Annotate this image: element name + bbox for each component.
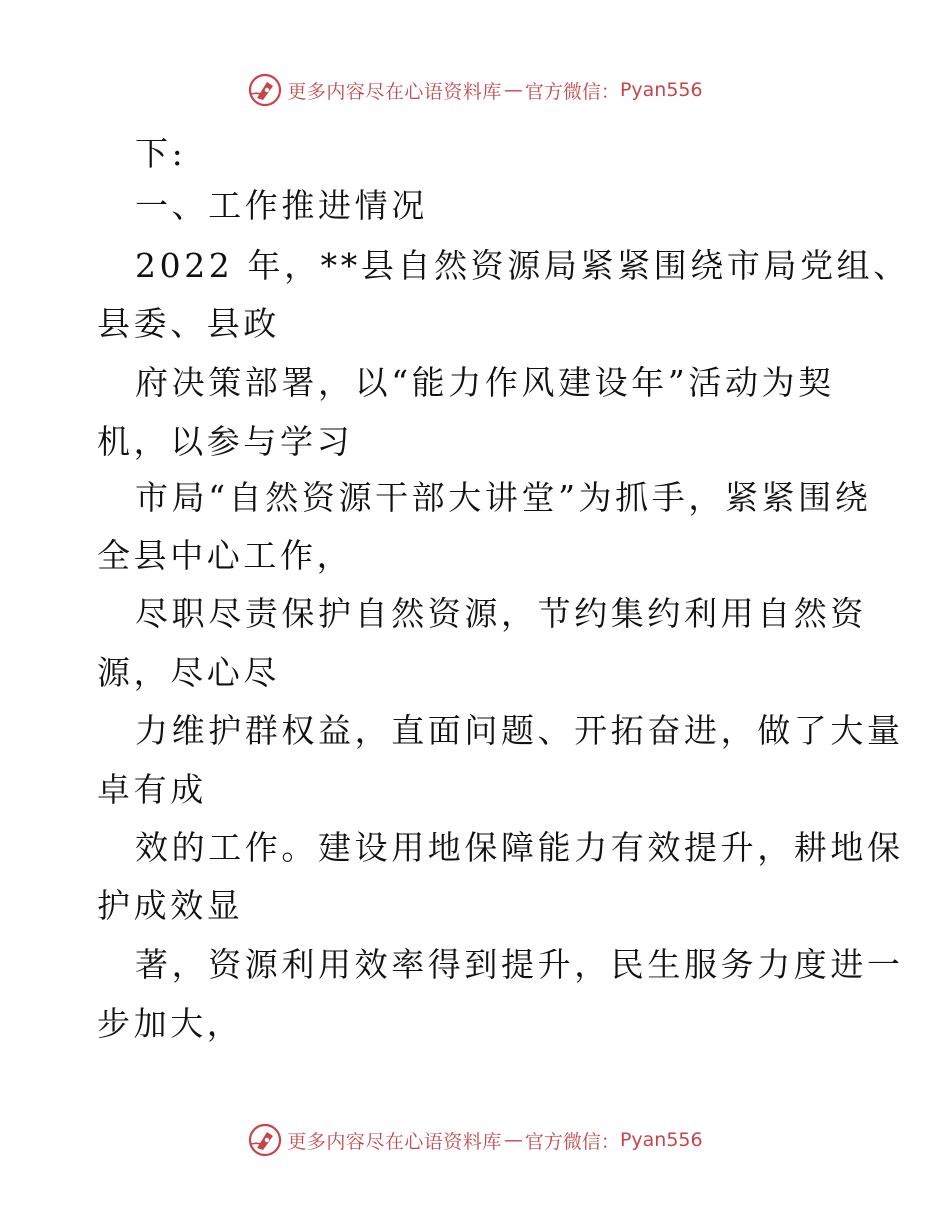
banner-text: 更多内容尽在心语资料库 bbox=[287, 80, 502, 103]
text-line: 2022 年，**县自然资源局紧紧围绕市局党组、 bbox=[135, 246, 910, 285]
banner-separator: — bbox=[503, 1129, 523, 1151]
text-line: 著，资源利用效率得到提升，民生服务力度进一 bbox=[135, 945, 904, 984]
header-banner bbox=[0, 68, 950, 112]
text-line: 机，以参与学习 bbox=[97, 422, 354, 461]
text-line: 效的工作。建设用地保障能力有效提升，耕地保 bbox=[135, 828, 904, 867]
text-line: 尽职尽责保护自然资源，节约集约利用自然资 bbox=[135, 594, 867, 633]
banner-wechat-label: 官方微信： bbox=[524, 1130, 620, 1153]
banner-separator: — bbox=[503, 79, 523, 101]
pen-nib-circle-logo-icon bbox=[247, 72, 283, 108]
banner-text: 更多内容尽在心语资料库 bbox=[287, 1130, 502, 1153]
text-line: 源，尽心尽 bbox=[97, 653, 280, 692]
text-line: 府决策部署，以“能力作风建设年”活动为契 bbox=[135, 363, 835, 402]
text-line: 县委、县政 bbox=[97, 304, 280, 343]
text-line: 下: bbox=[135, 134, 187, 173]
text-line: 力维护群权益，直面问题、开拓奋进，做了大量 bbox=[135, 711, 904, 750]
banner-wechat-label: 官方微信： bbox=[524, 80, 620, 103]
section-heading: 一、工作推进情况 bbox=[135, 186, 428, 225]
text-line: 步加大， bbox=[97, 1004, 244, 1043]
pen-nib-circle-logo-icon bbox=[247, 1122, 283, 1158]
text-line: 市局“自然资源干部大讲堂”为抓手，紧紧围绕 bbox=[135, 478, 872, 517]
text-line: 全县中心工作， bbox=[97, 536, 354, 575]
text-line: 卓有成 bbox=[97, 770, 207, 809]
text-line: 护成效显 bbox=[97, 886, 244, 925]
banner-wechat-id: Pyan556 bbox=[619, 79, 703, 101]
banner-wechat-id: Pyan556 bbox=[619, 1129, 703, 1151]
footer-banner bbox=[0, 1118, 950, 1162]
